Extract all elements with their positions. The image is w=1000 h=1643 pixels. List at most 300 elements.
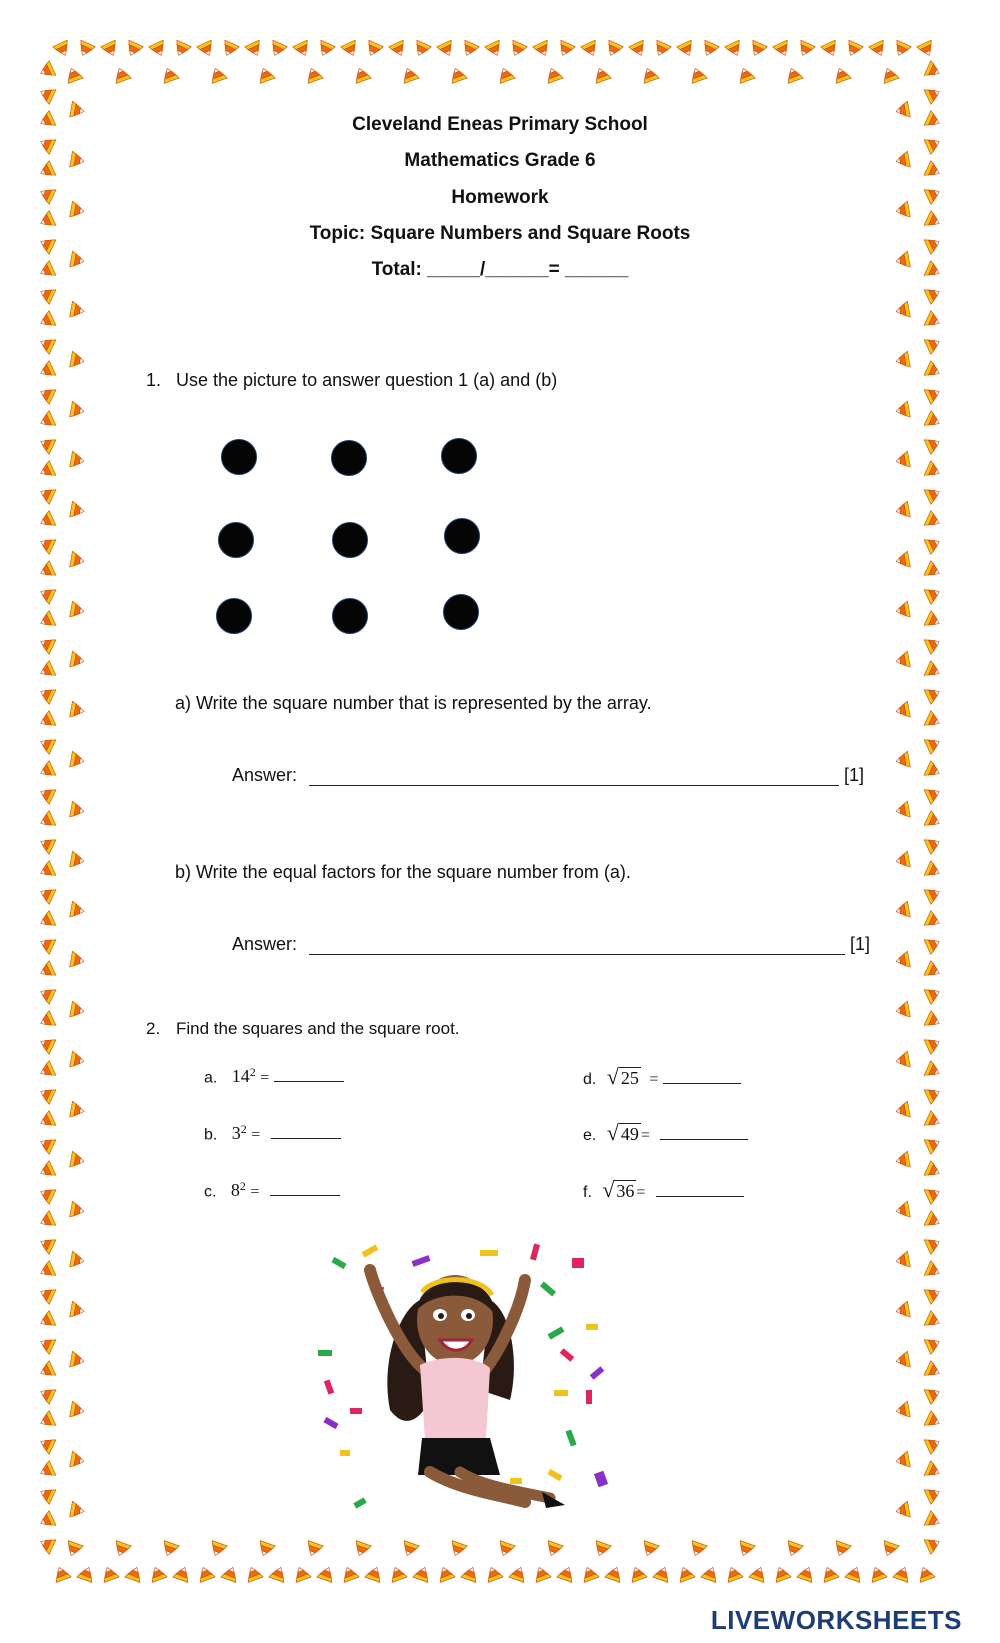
candy-corn-icon [70, 751, 86, 769]
candy-corn-icon [365, 1565, 384, 1583]
candy-corn-icon [37, 511, 56, 531]
q1-number: 1. [146, 370, 162, 390]
q2f-letter: f. [583, 1184, 592, 1201]
candy-corn-icon [895, 701, 911, 719]
q1-prompt: Use the picture to answer question 1 (a) and (b) [176, 370, 558, 390]
candy-corn-icon [784, 66, 803, 84]
candy-corn-icon [37, 634, 56, 654]
candy-corn-icon [37, 484, 56, 504]
candy-corn-icon [485, 40, 505, 59]
q1b-answer-field[interactable] [309, 939, 845, 955]
candy-corn-icon [924, 784, 943, 804]
candy-corn-icon [70, 1001, 86, 1019]
candy-corn-icon [924, 611, 943, 631]
candy-corn-icon [821, 40, 841, 59]
candy-corn-icon [64, 1541, 83, 1559]
q2a-answer-field[interactable] [274, 1065, 344, 1082]
candy-corn-icon [37, 1111, 56, 1131]
q2d-equals: = [649, 1071, 659, 1088]
candy-corn-icon [37, 311, 56, 331]
candy-corn-icon [917, 40, 937, 59]
candy-corn-icon [895, 1101, 911, 1119]
candy-corn-icon [924, 1434, 943, 1454]
candy-corn-icon [557, 1565, 576, 1583]
candy-corn-icon [70, 401, 86, 419]
candy-corn-icon [160, 1541, 179, 1559]
candy-corn-icon [70, 801, 86, 819]
candy-corn-icon [100, 1565, 119, 1583]
candy-corn-icon [895, 1301, 911, 1319]
candy-corn-icon [37, 1284, 56, 1304]
candy-corn-icon [70, 651, 86, 669]
candy-corn-icon [895, 1401, 911, 1419]
candy-corn-icon [640, 1541, 659, 1559]
candy-corn-icon [924, 1134, 943, 1154]
candy-corn-icon [484, 1565, 503, 1583]
candy-corn-icon [37, 1334, 56, 1354]
candy-corn-icon [304, 1541, 323, 1559]
candy-corn-icon [70, 1301, 86, 1319]
candy-corn-icon [773, 40, 793, 59]
school-name: Cleveland Eneas Primary School [352, 114, 648, 135]
candy-corn-icon [53, 40, 73, 59]
q1a-answer-field[interactable] [309, 770, 839, 786]
candy-corn-icon [924, 334, 943, 354]
candy-corn-icon [292, 1565, 311, 1583]
candy-corn-icon [924, 84, 943, 104]
candy-corn-icon [70, 451, 86, 469]
candy-corn-icon [797, 1565, 816, 1583]
candy-corn-icon [924, 1384, 943, 1404]
candy-corn-icon [724, 1565, 743, 1583]
candy-corn-icon [895, 751, 911, 769]
dot [331, 440, 367, 476]
q1b-text: b) Write the equal factors for the square number from (a). [175, 862, 631, 882]
candy-corn-icon [747, 40, 767, 59]
candy-corn-icon [924, 534, 943, 554]
candy-corn-icon [533, 40, 553, 59]
candy-corn-icon [352, 1541, 371, 1559]
candy-corn-icon [895, 301, 911, 319]
candy-corn-icon [688, 66, 707, 84]
dot [444, 518, 480, 554]
candy-corn-icon [603, 40, 623, 59]
candy-corn-icon [895, 351, 911, 369]
candy-corn-icon [832, 1541, 851, 1559]
q2f-item [583, 1177, 744, 1203]
q2b-base: 3 [231, 1123, 241, 1144]
candy-corn-icon [895, 1001, 911, 1019]
candy-corn-icon [688, 1541, 707, 1559]
candy-corn-icon [37, 1084, 56, 1104]
q2e-item [583, 1120, 748, 1146]
homework-label: Homework [451, 187, 549, 208]
candy-corn-icon [37, 1461, 56, 1481]
candy-corn-icon [37, 1411, 56, 1431]
q1a-answer-label: Answer: [232, 765, 298, 785]
candy-corn-icon [173, 1565, 192, 1583]
candy-corn-icon [924, 1311, 943, 1331]
candy-corn-icon [924, 1011, 943, 1031]
q2c-letter: c. [204, 1183, 217, 1201]
candy-corn-icon [924, 861, 943, 881]
candy-corn-icon [37, 334, 56, 354]
candy-corn-icon [293, 40, 313, 59]
candy-corn-icon [832, 66, 851, 84]
candy-corn-icon [924, 1161, 943, 1181]
candy-corn-icon [459, 40, 479, 59]
q2c-answer-field[interactable] [270, 1179, 340, 1196]
candy-corn-icon [389, 40, 409, 59]
candy-corn-icon [37, 661, 56, 681]
candy-corn-icon [437, 40, 457, 59]
q2e-letter: e. [583, 1127, 597, 1144]
candy-corn-icon [868, 1565, 887, 1583]
candy-corn-icon [221, 1565, 240, 1583]
candy-corn-icon [924, 284, 943, 304]
candy-corn-icon [640, 66, 659, 84]
candy-corn-icon [75, 40, 95, 59]
candy-corn-icon [245, 40, 265, 59]
candy-corn-icon [924, 834, 943, 854]
candy-corn-icon [37, 1034, 56, 1054]
candy-corn-icon [544, 1541, 563, 1559]
candy-corn-icon [315, 40, 335, 59]
candy-corn-icon [37, 1511, 56, 1531]
q1a-text: a) Write the square number that is represented by the array. [175, 693, 652, 713]
candy-corn-icon [37, 811, 56, 831]
candy-corn-icon [304, 66, 323, 84]
candy-corn-icon [52, 1565, 71, 1583]
candy-corn-icon [37, 1361, 56, 1381]
q2b-letter: b. [204, 1126, 218, 1144]
candy-corn-icon [148, 1565, 167, 1583]
candy-corn-icon [605, 1565, 624, 1583]
candy-corn-icon [70, 351, 86, 369]
candy-corn-icon [461, 1565, 480, 1583]
candy-corn-icon [895, 1201, 911, 1219]
candy-corn-icon [340, 1565, 359, 1583]
candy-corn-icon [37, 561, 56, 581]
candy-corn-icon [197, 40, 217, 59]
q2f-answer-field[interactable] [656, 1180, 744, 1197]
dot [441, 438, 477, 474]
candy-corn-icon [869, 40, 889, 59]
candy-corn-icon [341, 40, 361, 59]
candy-corn-icon [592, 1541, 611, 1559]
candy-corn-icon [37, 1234, 56, 1254]
candy-corn-icon [924, 1334, 943, 1354]
candy-corn-icon [736, 66, 755, 84]
candy-corn-icon [244, 1565, 263, 1583]
candy-corn-icon [895, 901, 911, 919]
candy-corn-icon [895, 1251, 911, 1269]
candy-corn-icon [924, 1261, 943, 1281]
candy-corn-icon [37, 1161, 56, 1181]
candy-corn-icon [532, 1565, 551, 1583]
q1b-marks: [1] [850, 934, 871, 954]
candy-corn-icon [37, 1311, 56, 1331]
candy-corn-icon [37, 1434, 56, 1454]
candy-corn-icon [70, 1501, 86, 1519]
candy-corn-icon [924, 411, 943, 431]
candy-corn-icon [924, 1184, 943, 1204]
candy-corn-icon [895, 401, 911, 419]
candy-corn-icon [628, 1565, 647, 1583]
q2d-answer-field[interactable] [663, 1067, 741, 1084]
candy-corn-icon [895, 1151, 911, 1169]
candy-corn-icon [895, 1501, 911, 1519]
candy-corn-icon [219, 40, 239, 59]
candy-corn-icon [924, 684, 943, 704]
q2f-equals: = [636, 1184, 646, 1201]
candy-corn-icon [924, 1111, 943, 1131]
candy-corn-icon [924, 734, 943, 754]
dot [332, 522, 368, 558]
candy-corn-icon [37, 284, 56, 304]
candy-corn-icon [37, 1184, 56, 1204]
candy-corn-icon [112, 1541, 131, 1559]
q2c-base: 8 [230, 1180, 240, 1201]
candy-corn-icon [924, 1084, 943, 1104]
candy-corn-icon [37, 461, 56, 481]
candy-corn-icon [37, 1534, 56, 1554]
candy-corn-icon [895, 601, 911, 619]
candy-corn-icon [895, 551, 911, 569]
candy-corn-icon [37, 984, 56, 1004]
candy-corn-icon [629, 40, 649, 59]
q2c-item [204, 1179, 340, 1201]
candy-corn-icon [893, 1565, 912, 1583]
candy-corn-icon [924, 434, 943, 454]
q2a-letter: a. [204, 1069, 218, 1087]
candy-corn-icon [37, 384, 56, 404]
candy-corn-icon [37, 361, 56, 381]
candy-corn-icon [496, 66, 515, 84]
candy-corn-icon [37, 934, 56, 954]
candy-corn-icon [891, 40, 911, 59]
candy-corn-icon [37, 1061, 56, 1081]
candy-corn-icon [772, 1565, 791, 1583]
candy-corn-icon [924, 884, 943, 904]
candy-corn-icon [924, 61, 943, 81]
q2-prompt: Find the squares and the square root. [176, 1019, 460, 1038]
candy-corn-icon [37, 684, 56, 704]
candy-corn-icon [37, 534, 56, 554]
total-score-line: Total: _____/______= ______ [371, 259, 629, 280]
candy-corn-icon [924, 984, 943, 1004]
candy-corn-icon [70, 851, 86, 869]
candy-corn-icon [208, 66, 227, 84]
candy-corn-icon [37, 1484, 56, 1504]
candy-corn-icon [924, 811, 943, 831]
candy-corn-icon [924, 584, 943, 604]
candy-corn-icon [436, 1565, 455, 1583]
candy-corn-icon [123, 40, 143, 59]
candy-corn-icon [196, 1565, 215, 1583]
candy-corn-icon [895, 1451, 911, 1469]
candy-corn-icon [895, 451, 911, 469]
candy-corn-icon [924, 484, 943, 504]
candy-corn-icon [509, 1565, 528, 1583]
candy-corn-icon [37, 961, 56, 981]
q2f-radical-sign: √ [602, 1177, 615, 1202]
candy-corn-icon [895, 951, 911, 969]
q2b-answer-field[interactable] [271, 1122, 341, 1139]
candy-corn-icon [37, 611, 56, 631]
candy-corn-icon [37, 761, 56, 781]
subject-title: Mathematics Grade 6 [404, 150, 596, 171]
candy-corn-icon [70, 1251, 86, 1269]
q2c-equals: = [250, 1183, 260, 1201]
candy-corn-icon [70, 1451, 86, 1469]
q2e-radicand: 49 [620, 1124, 639, 1144]
q2e-radical-sign: √ [606, 1120, 619, 1145]
candy-corn-icon [70, 1101, 86, 1119]
q2b-item [204, 1122, 341, 1144]
q2d-radicand: 25 [620, 1068, 639, 1088]
candy-corn-icon [448, 66, 467, 84]
q2b-equals: = [251, 1126, 261, 1144]
candy-corn-icon [70, 1151, 86, 1169]
candy-corn-icon [112, 66, 131, 84]
candy-corn-icon [736, 1541, 755, 1559]
candy-corn-icon [37, 584, 56, 604]
candy-corn-icon [895, 801, 911, 819]
q2e-equals: = [640, 1127, 650, 1144]
candy-corn-icon [256, 66, 275, 84]
candy-corn-icon [37, 1011, 56, 1031]
candy-corn-icon [924, 934, 943, 954]
candy-corn-icon [924, 511, 943, 531]
candy-corn-icon [411, 40, 431, 59]
candy-corn-icon [701, 1565, 720, 1583]
candy-corn-icon [70, 901, 86, 919]
candy-corn-icon [880, 66, 899, 84]
q2b-exponent: 2 [240, 1122, 247, 1136]
candy-corn-icon [70, 301, 86, 319]
candy-corn-icon [37, 1384, 56, 1404]
candy-corn-icon [653, 1565, 672, 1583]
candy-corn-icon [37, 834, 56, 854]
candy-corn-icon [37, 711, 56, 731]
candy-corn-icon [725, 40, 745, 59]
candy-corn-icon [208, 1541, 227, 1559]
candy-corn-icon [924, 1211, 943, 1231]
candy-corn-icon [507, 40, 527, 59]
candy-corn-icon [924, 1534, 943, 1554]
topic-title: Topic: Square Numbers and Square Roots [309, 223, 691, 244]
candy-corn-icon [699, 40, 719, 59]
candy-corn-icon [37, 1211, 56, 1231]
q2a-base: 14 [231, 1066, 250, 1087]
candy-corn-icon [784, 1541, 803, 1559]
candy-corn-icon [924, 1361, 943, 1381]
candy-corn-icon [101, 40, 121, 59]
celebration-illustration [310, 1240, 640, 1530]
candy-corn-icon [70, 1051, 86, 1069]
candy-corn-icon [544, 66, 563, 84]
candy-corn-icon [317, 1565, 336, 1583]
candy-corn-icon [924, 961, 943, 981]
candy-corn-icon [70, 601, 86, 619]
q2a-item [204, 1065, 344, 1087]
candy-corn-icon [70, 551, 86, 569]
candy-corn-icon [171, 40, 191, 59]
candy-corn-icon [160, 66, 179, 84]
candy-corn-icon [916, 1565, 935, 1583]
candy-corn-icon [70, 1351, 86, 1369]
candy-corn-icon [70, 701, 86, 719]
dot [221, 439, 257, 475]
candy-corn-icon [676, 1565, 695, 1583]
liveworksheets-logo [711, 1605, 962, 1636]
candy-corn-icon [580, 1565, 599, 1583]
q2e-answer-field[interactable] [660, 1123, 748, 1140]
candy-corn-icon [37, 911, 56, 931]
candy-corn-icon [924, 561, 943, 581]
candy-corn-icon [895, 1051, 911, 1069]
candy-corn-icon [363, 40, 383, 59]
dot [218, 522, 254, 558]
candy-corn-icon [924, 911, 943, 931]
candy-corn-icon [924, 711, 943, 731]
q2c-exponent: 2 [239, 1179, 246, 1193]
candy-corn-icon [843, 40, 863, 59]
q2f-radicand: 36 [616, 1181, 635, 1201]
candy-corn-icon [256, 1541, 275, 1559]
candy-corn-icon [37, 734, 56, 754]
candy-corn-icon [37, 434, 56, 454]
candy-corn-icon [413, 1565, 432, 1583]
candy-corn-icon [924, 1411, 943, 1431]
q2a-exponent: 2 [249, 1065, 256, 1079]
candy-corn-icon [448, 1541, 467, 1559]
candy-corn-icon [820, 1565, 839, 1583]
candy-corn-icon [37, 884, 56, 904]
candy-corn-icon [496, 1541, 515, 1559]
candy-corn-icon [352, 66, 371, 84]
candy-corn-icon [924, 1484, 943, 1504]
candy-corn-icon [581, 40, 601, 59]
candy-corn-icon [795, 40, 815, 59]
candy-corn-icon [924, 1511, 943, 1531]
candy-corn-icon [924, 661, 943, 681]
candy-corn-icon [37, 1261, 56, 1281]
candy-corn-icon [555, 40, 575, 59]
candy-corn-icon [37, 1134, 56, 1154]
candy-corn-icon [592, 66, 611, 84]
dot [443, 594, 479, 630]
candy-corn-icon [895, 651, 911, 669]
candy-corn-icon [400, 66, 419, 84]
candy-corn-icon [37, 411, 56, 431]
candy-corn-icon [149, 40, 169, 59]
candy-corn-icon [880, 1541, 899, 1559]
candy-corn-icon [924, 384, 943, 404]
candy-corn-icon [37, 84, 56, 104]
q2d-letter: d. [583, 1071, 597, 1088]
candy-corn-icon [70, 951, 86, 969]
candy-corn-icon [924, 1234, 943, 1254]
candy-corn-icon [677, 40, 697, 59]
candy-corn-icon [924, 761, 943, 781]
q1a-marks: [1] [844, 765, 865, 785]
dot [332, 598, 368, 634]
candy-corn-icon [895, 501, 911, 519]
candy-corn-icon [125, 1565, 144, 1583]
candy-corn-icon [924, 1461, 943, 1481]
